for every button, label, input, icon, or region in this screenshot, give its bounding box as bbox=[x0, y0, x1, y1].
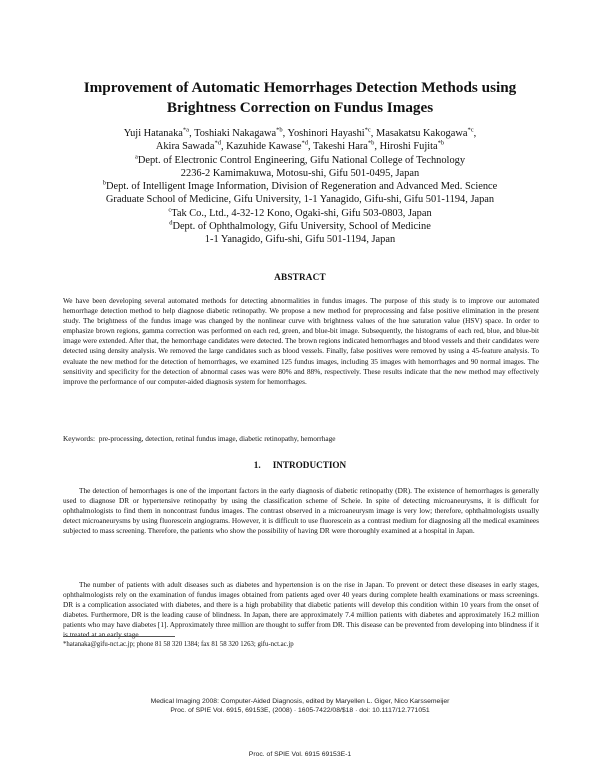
intro-paragraph-2: The number of patients with adult diseases such as diabetes and hypertension is on the rise in Japan. To prevent or detect these diseases in early stages, ophthalmologists rely on the examination of fundus images obtained from patients aged over 40 years during complete health examinations or mass screenings. DR is a complication associated with diabetes, and there is a high probability that diabetic patients will develop this condition within 10 years from the onset of diabetes. Furthermore, DR is the leading cause of blindness. In Japan, there are approximately 7.4 million patients with diabetes and approximately 16.2 million patients who may have diabetes [1]. Approximately three million are thought to suffer from DR. This disease can be prevented from developing into blindness if it is treated at an early stage. bbox=[63, 580, 539, 640]
author-name: Yuji Hatanaka bbox=[123, 128, 183, 139]
affiliation-d-line-2: 1-1 Yanagido, Gifu-shi, Gifu 501-1194, Japan bbox=[204, 234, 396, 246]
abstract-heading: ABSTRACT bbox=[274, 272, 326, 282]
author-name: Kazuhide Kawase bbox=[226, 141, 302, 153]
author-block bbox=[30, 127, 570, 247]
section-number: 1. bbox=[253, 460, 261, 470]
paper-title bbox=[40, 78, 560, 118]
keywords-text: pre-processing, detection, retinal fundus image, diabetic retinopathy, hemorrhage bbox=[98, 434, 336, 443]
affiliation-mark: c bbox=[168, 206, 172, 214]
author-affiliation-mark: *b bbox=[367, 139, 375, 147]
affiliation-b-line-2: Graduate School of Medicine, Gifu University, 1-1 Yanagido, Gifu-shi, Gifu 501-1194, Japan bbox=[105, 194, 495, 206]
publication-footer bbox=[0, 697, 600, 715]
author-name: Takeshi Hara bbox=[312, 141, 368, 153]
author-affiliation-mark: *d bbox=[214, 139, 221, 147]
author-affiliation-mark: *c bbox=[364, 126, 371, 134]
affiliation-text: Dept. of Ophthalmology, Gifu University, School of Medicine bbox=[172, 221, 431, 233]
section-heading-introduction bbox=[0, 460, 600, 470]
affiliation-text: Dept. of Electronic Control Engineering, Gifu National College of Technology bbox=[137, 154, 466, 166]
affiliation-a-line-2: 2236-2 Kamimakuwa, Motosu-shi, Gifu 501-0495, Japan bbox=[180, 167, 420, 179]
author-name: Hiroshi Fujita bbox=[379, 141, 438, 153]
affiliation-a-line-1 bbox=[30, 154, 570, 167]
affiliation-d-line-1 bbox=[30, 220, 570, 233]
affiliation-mark: d bbox=[169, 219, 173, 227]
author-line-1: Yuji Hatanaka$^{*a}$, Toshiaki Nakagawa$^{*b}$, Yoshinori Hayashi$^{*c}$, Masakatsu Kakogawa$^{*c}$, bbox=[123, 126, 477, 139]
affiliation-text: Tak Co., Ltd., 4-32-12 Kono, Ogaki-shi, Gifu 503-0803, Japan bbox=[171, 207, 432, 219]
author-affiliation-mark: *b bbox=[276, 126, 283, 134]
author-affiliation-mark: *b bbox=[437, 139, 445, 147]
footnote-divider bbox=[63, 636, 175, 637]
author-name: Yoshinori Hayashi bbox=[287, 128, 365, 139]
author-affiliation-mark: *c bbox=[467, 126, 474, 134]
page-footer: Proc. of SPIE Vol. 6915 69153E-1 bbox=[248, 751, 352, 758]
footnote: *hatanaka@gifu-nct.ac.jp; phone 81 58 320 1384; fax 81 58 320 1263; gifu-nct.ac.jp bbox=[63, 641, 294, 648]
section-title: INTRODUCTION bbox=[272, 460, 347, 470]
intro-paragraph-1: The detection of hemorrhages is one of the important factors in the early diagnosis of diabetic retinopathy (DR). The existence of hemorrhages is generally used to diagnose DR or hypertensive retinopathy by using the classification scheme of Scheie. In spite of detecting microaneurysms, it is difficult for ophthalmologists to find them in noncontrast fundus images. The contrast observed in a microaneurysm image is very low; therefore, ophthalmologists usually detect microaneurysms by using fluorescein angiograms. However, it is difficult to use fluorescein as a contrast medium for diagnosing all the medical examinees subjected to mass screening. Therefore, the patients who show the possibility of having DR were thoroughly examined at a hospital in Japan. bbox=[63, 486, 539, 536]
title-line-1: Improvement of Automatic Hemorrhages Detection Methods using bbox=[83, 79, 517, 96]
affiliation-mark: a bbox=[134, 153, 138, 161]
author-name: Akira Sawada bbox=[155, 141, 215, 153]
author-line-2: Akira Sawada$^{*d}$, Kazuhide Kawase$^{*d}$, Takeshi Hara$^{*b}$, Hiroshi Fujita$^{*b}$ bbox=[155, 139, 445, 153]
affiliation-b-line-1 bbox=[30, 180, 570, 193]
affiliation-mark: b bbox=[102, 179, 106, 187]
author-name: Masakatsu Kakogawa bbox=[376, 128, 468, 139]
author-affiliation-mark: *d bbox=[301, 139, 308, 147]
footer-line-2: Proc. of SPIE Vol. 6915, 69153E, (2008) · 1605-7422/08/$18 · doi: 10.1117/12.771051 bbox=[170, 707, 430, 714]
author-name: Toshiaki Nakagawa bbox=[194, 128, 277, 139]
footer-line-1: Medical Imaging 2008: Computer-Aided Diagnosis, edited by Maryellen L. Giger, Nico Karssemeijer bbox=[150, 698, 450, 705]
keywords-label: Keywords: bbox=[63, 434, 96, 443]
affiliation-text: Dept. of Intelligent Image Information, Division of Regeneration and Advanced Med. Science bbox=[105, 181, 498, 193]
affiliation-c-line-1 bbox=[30, 207, 570, 220]
title-line-2: Brightness Correction on Fundus Images bbox=[166, 99, 434, 116]
keywords-line bbox=[63, 434, 539, 444]
abstract-text: We have been developing several automated methods for detecting abnormalities in fundus images. The purpose of this study is to improve our automated hemorrhage detection method to help diagnose diabetic retinopathy. We propose a new method for preprocessing and false positive elimination in the present study. The brightness of the fundus image was changed by the nonlinear curve with brightness values of the hue saturation value (HSV) space. In order to emphasize brown regions, gamma correction was performed on each red, green, and blue-bit image. Subsequently, the histograms of each red, blue, and blue-bit image were extended. After that, the hemorrhage candidates were detected. The brown regions indicated hemorrhages and blood vessels and their candidates were detected using density analysis. We removed the large candidates such as blood vessels. Finally, false positives were removed by using a 45-feature analysis. To evaluate the new method for the detection of hemorrhages, we examined 125 fundus images, including 35 images with hemorrhages and 90 normal images. The sensitivity and specificity for the detection of abnormal cases was were 80% and 88%, respectively. These results indicate that the new method may effectively improve the performance of our computer-aided diagnosis system for hemorrhages. bbox=[63, 296, 539, 386]
author-affiliation-mark: *a bbox=[182, 126, 190, 134]
